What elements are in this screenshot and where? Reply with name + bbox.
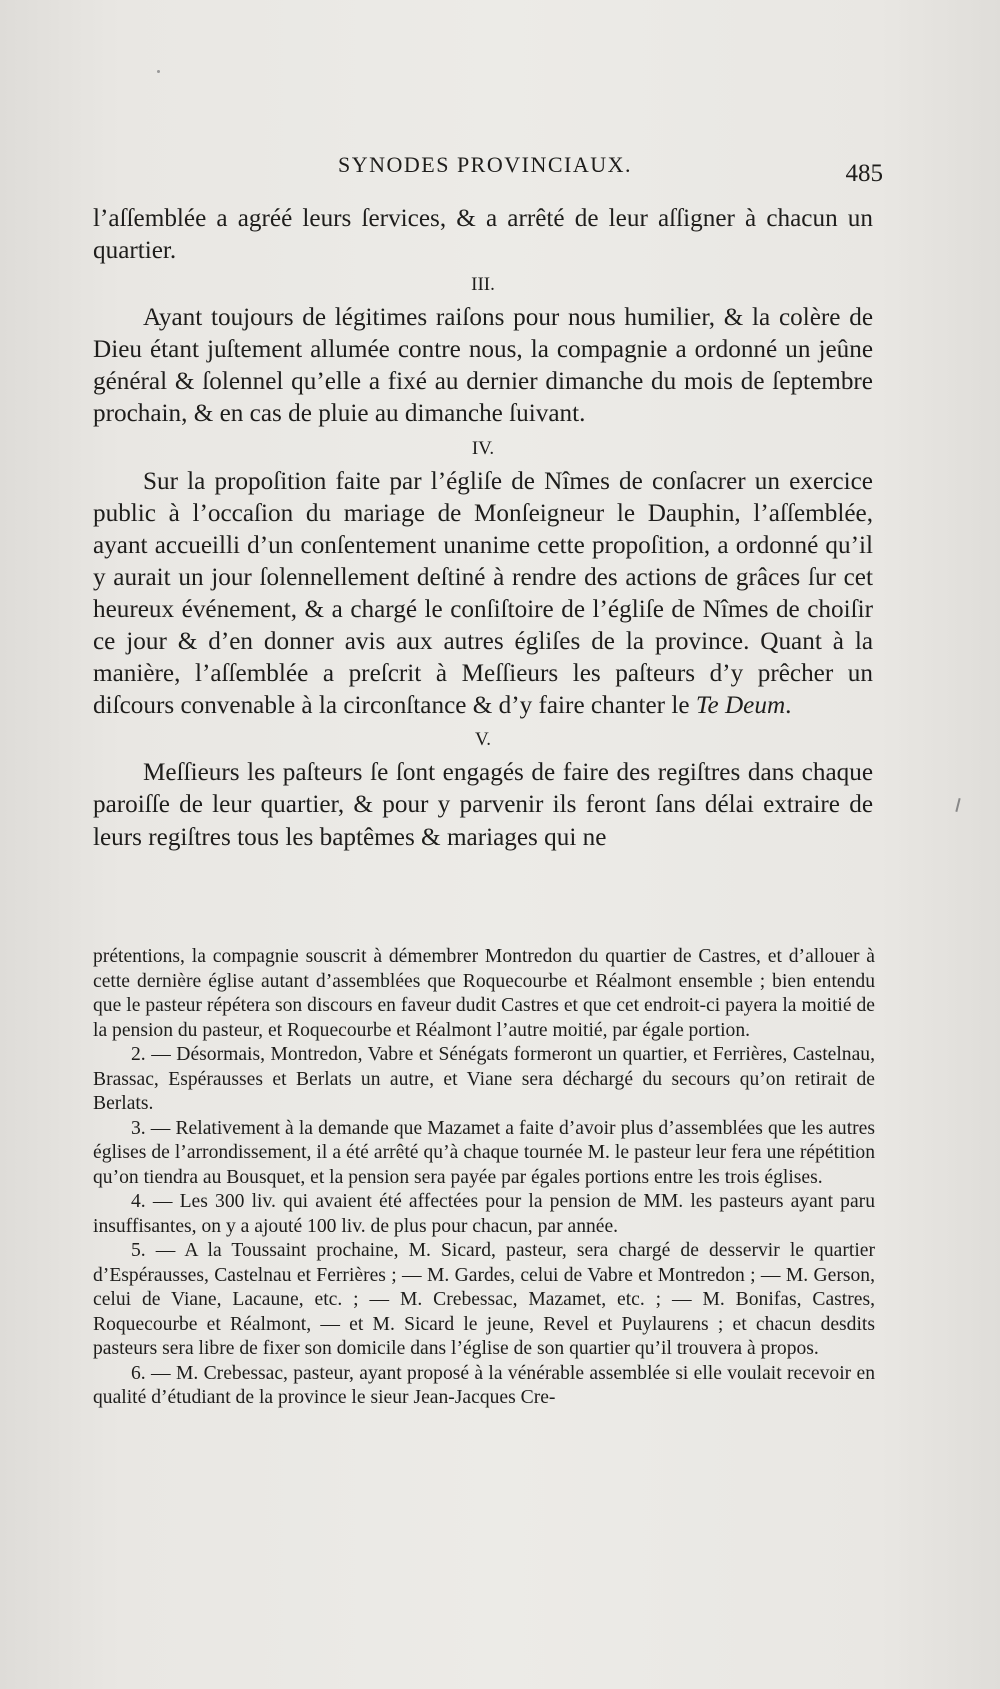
footnotes [93, 945, 875, 1411]
footnote-item-4: 4. — Les 300 liv. qui avaient été affectées pour la pension de MM. les pasteurs ayant paru insuffisantes, on y a ajouté 100 liv. de plus pour chacun, par année. [93, 1191, 875, 1237]
footnote-item-5: 5. — A la Toussaint prochaine, M. Sicard, pasteur, sera chargé de desservir le quartier d’Espérausses, Castelnau et Ferrières ; — M. Gardes, celui de Vabre et Montredon ; — M. Gerson, celui de Viane, Lacaune, etc. ; — M. Crebessac, Mazamet, etc. ; — M. Bonifas, Castres, Roquecourbe et Réalmont, — et M. Sicard le jeune, Revel et Puylaurens ; et chacun desdits pasteurs sera libre de fixer son domicile dans l’église de son quartier qu’il trouvera à propos. [93, 1240, 875, 1359]
footnote-item-6: 6. — M. Crebessac, pasteur, ayant proposé à la vénérable assemblée si elle voulait recevoir en qualité d’étudiant de la province le sieur Jean-Jacques Cre- [93, 1362, 875, 1408]
section-text-iv-end: . [785, 692, 792, 720]
footnote-item-3: 3. — Relativement à la demande que Mazamet a faite d’avoir plus d’assemblées que les autres églises de l’arrondissement, il a été arrêté qu’à chaque tournée M. le pasteur leur fera une répétition qu’on tiendra au Bousquet, et la pension sera payée par égales portions entre les trois églises. [93, 1117, 875, 1188]
section-text-iv [93, 466, 873, 723]
running-title: SYNODES PROVINCIAUX. [337, 152, 633, 177]
footnote-continuation: prétentions, la compagnie souscrit à démembrer Montredon du quartier de Castres, et d’allouer à cette dernière église autant d’assemblées que Roquecourbe et Réalmont ensemble ; bien entendu que le pasteur répétera son discours en faveur dudit Castres et que cet endroit-ci payera la moitié de la pension du pasteur, et Roquecourbe et Réalmont l’autre moitié, par égale portion. [93, 946, 875, 1041]
section-numeral-iv: IV. [471, 437, 495, 459]
section-numeral-iii: III. [471, 274, 495, 296]
page-number: 485 [845, 160, 883, 187]
margin-mark [955, 798, 960, 812]
paper-speck [157, 70, 160, 73]
section-text-iii: Ayant toujours de légitimes raiſons pour nous humilier, & la colère de Dieu étant juſtement allumée contre nous, la compagnie a ordonné un jeûne général & ſolennel qu’elle a fixé au dernier dimanche du mois de ſeptembre prochain, & en cas de pluie au dimanche ſuivant. [93, 304, 873, 428]
main-text [93, 203, 873, 854]
section-text-v: Meſſieurs les paſteurs ſe ſont engagés de faire des regiſtres dans chaque paroiſſe de leur quartier, & pour y parvenir ils feront ſans délai extraire de leurs regiſtres tous les baptêmes & mariages qui ne [93, 759, 873, 851]
section-numeral-v: V. [474, 729, 492, 751]
section-text-iv-body: Sur la propoſition faite par l’égliſe de Nîmes de conſacrer un exercice public à l’occaſion du mariage de Monſeigneur le Dauphin, l’aſſemblée, ayant accueilli d’un conſentement unanime cette propoſition, a ordonné qu’il y aurait un jour ſolennellement deſtiné à rendre des actions de grâces ſur cet heureux événement, & a chargé le conſiſtoire de l’égliſe de Nîmes de choiſir ce jour & d’en donner avis aux autres égliſes de la province. Quant à la manière, l’aſſemblée a preſcrit à Meſſieurs les paſteurs d’y prêcher un diſcours convenable à la circonſtance & d’y faire chanter le [93, 467, 873, 720]
te-deum: Te Deum [695, 692, 786, 720]
intro-paragraph: l’aſſemblée a agréé leurs ſervices, & a arrêté de leur aſſigner à chacun un quartier. [93, 205, 873, 265]
footnote-item-2: 2. — Désormais, Montredon, Vabre et Sénégats formeront un quartier, et Ferrières, Castelnau, Brassac, Espérausses et Berlats un autre, et Viane sera déchargé du secours qu’on retirait de Berlats. [93, 1044, 875, 1114]
